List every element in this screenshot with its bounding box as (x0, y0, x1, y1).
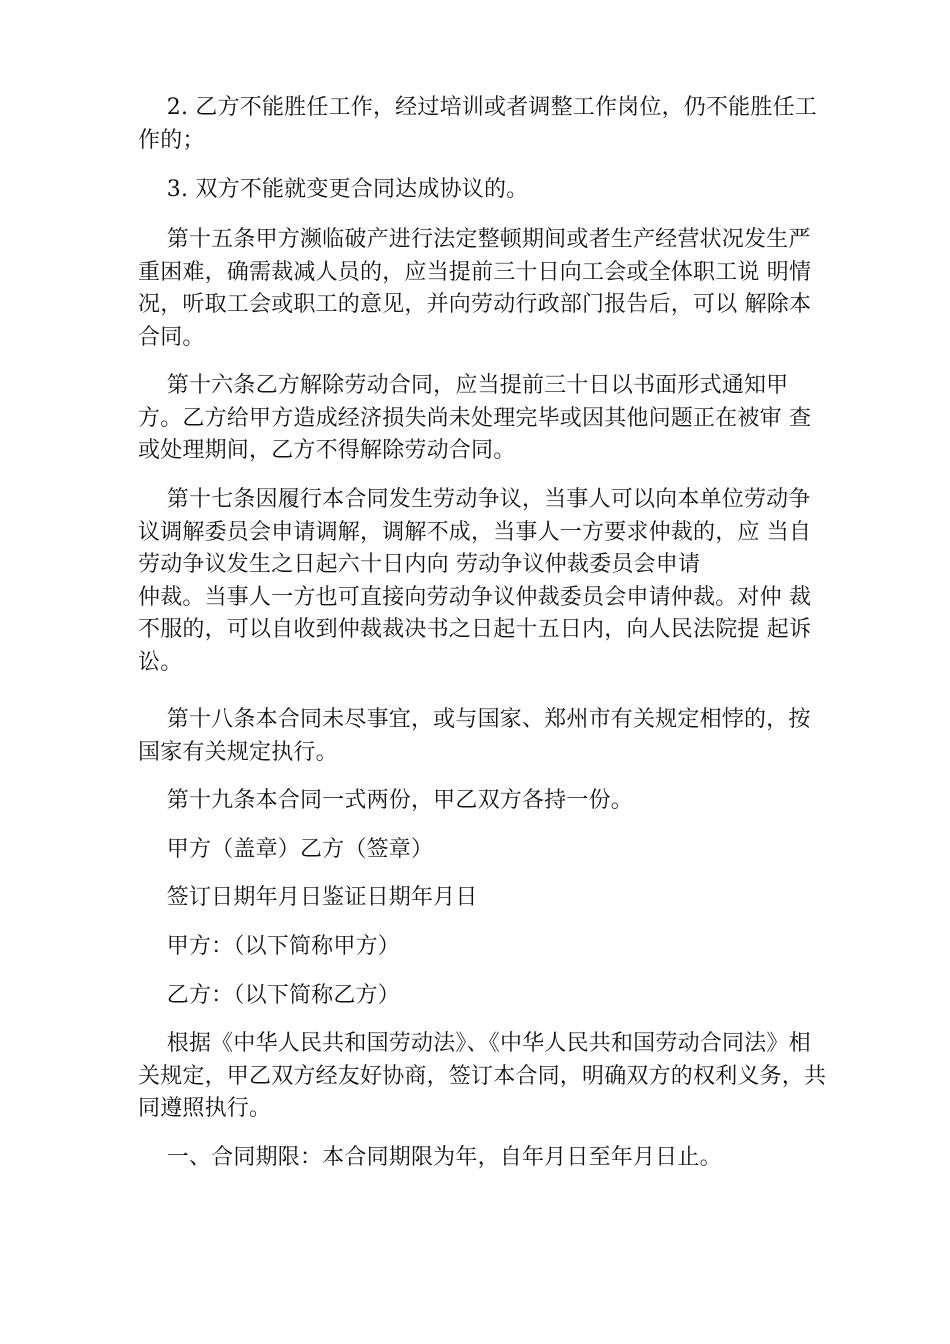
date-line: 签订日期年月日鉴证日期年月日 (138, 885, 478, 910)
party-a-line: 甲方：（以下简称甲方） (138, 934, 400, 959)
paragraph-contract-term: 一、合同期限：本合同期限为年，自年月日至年月日止。 (138, 1145, 722, 1170)
paragraph-basis: 根据《中华人民共和国劳动法》、《中华人民共和国劳动合同法》相关规定，甲乙双方经友好协商，签订本合同，明确双方的权利义务，共同遵照执行。 (138, 1031, 827, 1121)
paragraph-article-18: 第十八条本合同未尽事宜，或与国家、郑州市有关规定相悖的，按国家有关规定执行。 (138, 707, 811, 765)
signature-line: 甲方（盖章）乙方（签章） (138, 837, 434, 862)
paragraph-article-16: 第十六条乙方解除劳动合同，应当提前三十日以书面形式通知甲方。乙方给甲方造成经济损失尚未处理完毕或因其他问题正在被审 查或处理期间，乙方不得解除劳动合同。 (138, 373, 812, 463)
paragraph-article-17: 第十七条因履行本合同发生劳动争议，当事人可以向本单位劳动争议调解委员会申请调解，调解不成，当事人一方要求仲裁的，应 当自劳动争议发生之日起六十日内向 劳动争议仲裁委员会申请 仲裁。当事人一方也可直接向劳动争议仲裁委员会申请仲裁。对仲 裁不服的，可以自收到仲裁裁决书之日起十五日内，向人民法院提 起诉讼。 (138, 487, 812, 675)
paragraph-clause-3: 3. 双方不能就变更合同达成协议的。 (138, 177, 529, 202)
paragraph-article-15: 第十五条甲方濒临破产进行法定整顿期间或者生产经营状况发生严重困难，确需裁减人员的，应当提前三十日向工会或全体职工说 明情况，听取工会或职工的意见，并向劳动行政部门报告后，可以 解除本合同。 (138, 227, 812, 350)
paragraph-article-19: 第十九条本合同一式两份，甲乙双方各持一份。 (138, 788, 633, 813)
paragraph-clause-2: 2. 乙方不能胜任工作，经过培训或者调整工作岗位，仍不能胜任工作的； (138, 95, 817, 153)
party-b-line: 乙方：（以下简称乙方） (138, 983, 400, 1008)
